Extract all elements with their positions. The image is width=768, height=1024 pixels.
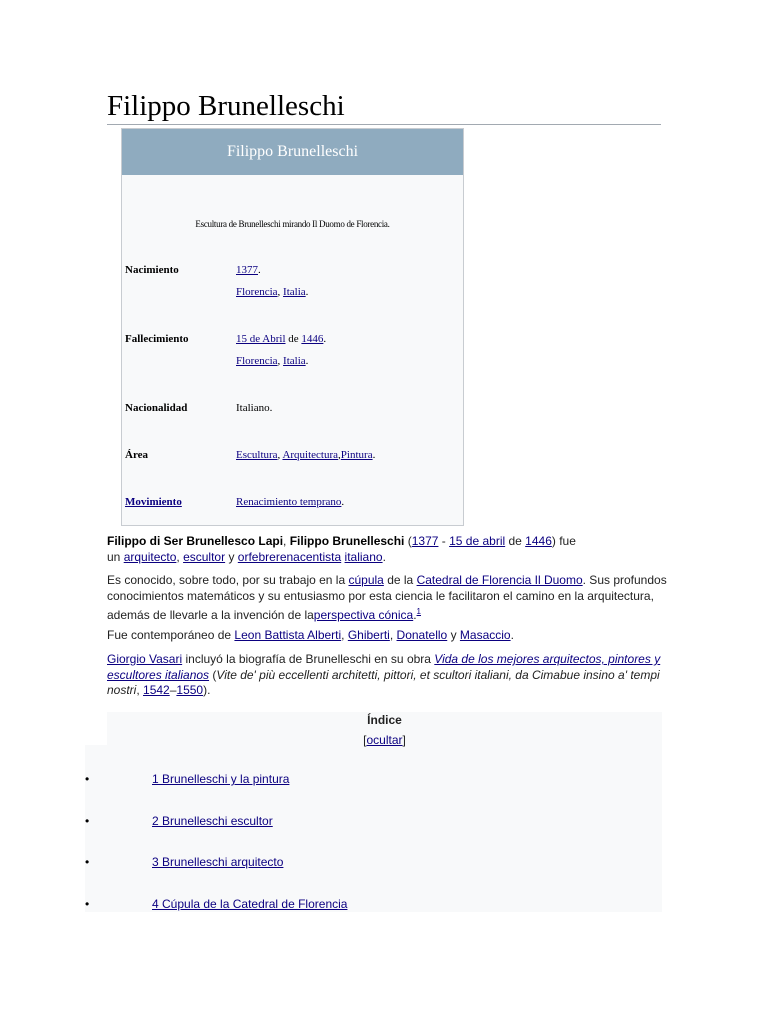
p3-y: y: [450, 628, 457, 642]
intro-un: un: [107, 549, 121, 564]
link-1446[interactable]: 1446: [525, 534, 552, 548]
link-catedral[interactable]: Catedral de Florencia Il Duomo: [416, 573, 583, 587]
infobox-label-fallecimiento: Fallecimiento: [125, 333, 189, 345]
bullet-icon: •: [85, 897, 90, 911]
bullet-icon: •: [85, 772, 90, 786]
link-death-country[interactable]: Italia: [283, 355, 306, 367]
infobox-value-fallecimiento: 15 de Abril de 1446. Florencia, Italia.: [236, 333, 327, 367]
paragraph-contemporaneo: Fue contemporáneo de Leon Battista Alberti, Ghiberti, Donatello y Masaccio.: [107, 628, 514, 642]
bullet-icon: •: [85, 814, 90, 828]
link-death-city[interactable]: Florencia: [236, 355, 278, 367]
intro-paragraph: Filippo di Ser Brunellesco Lapi, Filippo Brunelleschi (1377 - 15 de abril de 1446) fue un arquitecto, escultor y orfebrerenacentista italiano.: [107, 534, 576, 564]
toc-hide-link[interactable]: ocultar: [366, 733, 403, 747]
infobox-de: de: [288, 333, 299, 345]
toc-item: [85, 814, 645, 830]
link-escultor[interactable]: escultor: [183, 549, 226, 564]
link-renacimiento[interactable]: Renacimiento temprano: [236, 496, 342, 508]
p2-text-1: Es conocido, sobre todo, por su trabajo en la: [107, 573, 349, 587]
infobox-value-nacionalidad: Italiano.: [236, 402, 273, 414]
intro-fue: fue: [559, 534, 576, 548]
table-of-contents: [107, 712, 662, 912]
toc-title: Índice: [367, 713, 402, 727]
reference-link[interactable]: 1: [416, 607, 421, 616]
infobox-value-movimiento: Renacimiento temprano.: [236, 496, 345, 508]
p2-text-2: de la: [383, 573, 417, 587]
p4-text-1: incluyó la biografía de Brunelleschi en su obra: [182, 652, 435, 666]
infobox: [121, 128, 464, 526]
intro-y: y: [228, 549, 235, 564]
infobox-header: Filippo Brunelleschi: [122, 129, 463, 175]
toc-link-cupula[interactable]: 4 Cúpula de la Catedral de Florencia: [152, 897, 348, 911]
paragraph-cupula: Es conocido, sobre todo, por su trabajo en la cúpula de la Catedral de Florencia Il Duomo. Sus profundos conocimientos matemáticos y su entusiasmo por esta ciencia le facilitaron el camino en la arquitectura, además de llevarle a la invención de laperspectiva cónica.$^1$: [107, 573, 667, 622]
link-italiano[interactable]: italiano: [344, 549, 383, 564]
toc-item: [85, 772, 645, 788]
paragraph-vasari: Giorgio Vasari incluyó la biografía de Brunelleschi en su obra Vida de los mejores arquitectos, pintores y escultores italianos (Vite de' più eccellenti architetti, pittori, et scultori italiani, da Cimabue insino a' tempi nostri, 1542–1550).: [107, 652, 661, 697]
link-1550[interactable]: 1550: [176, 683, 204, 697]
link-movimiento[interactable]: Movimiento: [125, 496, 182, 508]
link-cupula[interactable]: cúpula: [348, 573, 384, 587]
link-15-abril[interactable]: 15 de abril: [449, 534, 506, 548]
link-vasari[interactable]: Giorgio Vasari: [107, 652, 183, 666]
infobox-caption: Escultura de Brunelleschi mirando Il Duomo de Florencia.: [195, 219, 390, 229]
link-orfebre[interactable]: orfebrerenacentista: [237, 549, 342, 564]
toc-item: [85, 897, 645, 913]
link-perspectiva[interactable]: perspectiva cónica: [313, 608, 414, 622]
link-arquitecto[interactable]: arquitecto: [123, 549, 177, 564]
link-vida[interactable]: Vida de los mejores arquitectos, pintores y escultores italianos: [107, 652, 661, 682]
link-arquitectura[interactable]: Arquitectura: [282, 449, 339, 461]
link-1377[interactable]: 1377: [411, 534, 439, 548]
infobox-label-nacimiento: Nacimiento: [125, 264, 179, 276]
infobox-value-area: Escultura, Arquitectura,Pintura.: [236, 449, 376, 461]
link-death-year[interactable]: 1446: [301, 333, 324, 345]
p4-italic-title: Vite de' più eccellenti architetti, pittori, et scultori italiani, da Cimabue insino a' tempi nostri: [107, 667, 660, 697]
link-pintura[interactable]: Pintura: [340, 449, 373, 461]
link-donatello[interactable]: Donatello: [396, 628, 448, 642]
link-birth-year[interactable]: 1377: [236, 264, 258, 276]
page-title: Filippo Brunelleschi: [107, 88, 661, 125]
link-masaccio[interactable]: Masaccio: [459, 628, 511, 642]
infobox-label-area: Área: [125, 449, 149, 461]
link-ghiberti[interactable]: Ghiberti: [347, 628, 390, 642]
bullet-icon: •: [85, 855, 90, 869]
link-death-date[interactable]: 15 de Abril: [236, 333, 286, 345]
toc-link-pintura[interactable]: 1 Brunelleschi y la pintura: [152, 772, 290, 786]
link-alberti[interactable]: Leon Battista Alberti: [234, 628, 342, 642]
toc-toggle: [ocultar]: [363, 733, 406, 747]
toc-link-escultor[interactable]: 2 Brunelleschi escultor: [152, 814, 273, 828]
bold-name-full: Filippo di Ser Brunellesco Lapi: [107, 534, 284, 548]
bold-name-short: Filippo Brunelleschi: [289, 534, 405, 548]
p3-text-1: Fue contemporáneo de: [107, 628, 235, 642]
link-1542[interactable]: 1542: [143, 683, 170, 697]
infobox-label-nacionalidad: Nacionalidad: [125, 402, 188, 414]
link-birth-country[interactable]: Italia: [283, 286, 306, 298]
link-escultura[interactable]: Escultura: [236, 449, 278, 461]
p2-text-3: . Sus profundos conocimientos matemáticos y su entusiasmo por esta ciencia le facilitaron el camino en la arquitectura, además de llevarle a la invención de la: [107, 573, 667, 622]
link-birth-city[interactable]: Florencia: [236, 286, 278, 298]
toc-item: [85, 855, 645, 871]
infobox-value-nacimiento: 1377. Florencia, Italia.: [236, 264, 309, 298]
toc-link-arquitecto[interactable]: 3 Brunelleschi arquitecto: [152, 855, 284, 869]
